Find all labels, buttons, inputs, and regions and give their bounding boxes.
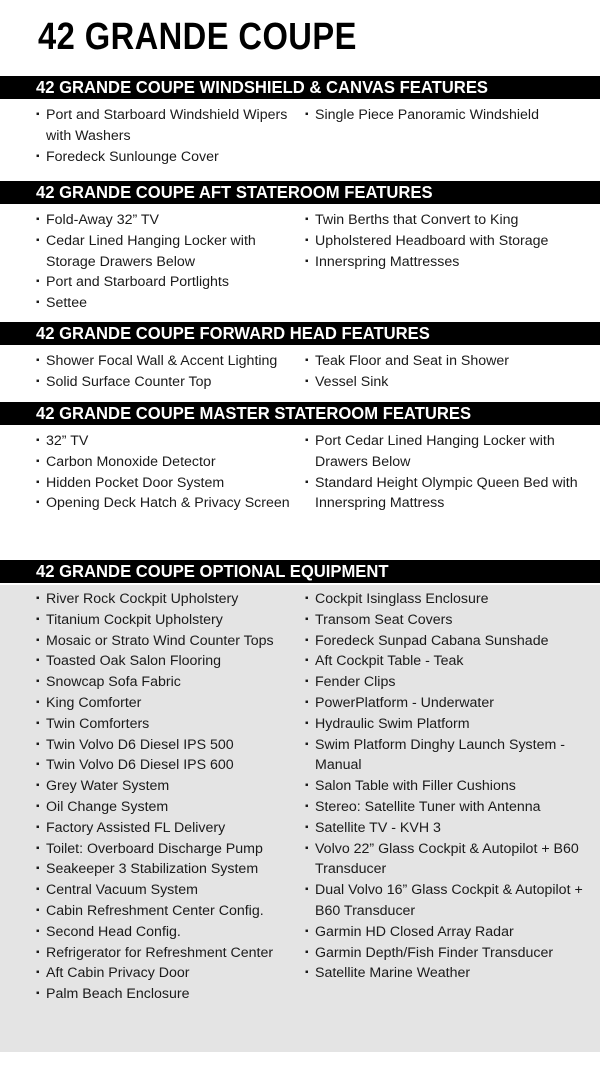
list-item: ▪ Snowcap Sofa Fabric — [36, 674, 181, 691]
list-item: ▪ Aft Cockpit Table - Teak — [305, 653, 464, 670]
list-item: ▪ Twin Volvo D6 Diesel IPS 600 — [36, 757, 234, 774]
list-item: ▪ Refrigerator for Refreshment Center — [36, 944, 274, 961]
list-item: ▪ Fold-Away 32” TV — [36, 212, 160, 228]
list-item: ▪ Settee — [36, 295, 88, 312]
list-item: ▪ Hydraulic Swim Platform — [305, 715, 470, 732]
section-heading-forward-head: 42 GRANDE COUPE FORWARD HEAD FEATURES — [0, 322, 600, 345]
list-item: ▪ Innerspring Mattresses — [305, 253, 460, 270]
list-item: ▪ Swim Platform Dinghy Launch System - Manual — [305, 736, 565, 774]
list-item: ▪ Toasted Oak Salon Flooring — [36, 653, 222, 670]
list-item: ▪ Fender Clips — [305, 674, 396, 691]
list-item: ▪ Teak Floor and Seat in Shower — [305, 353, 510, 369]
list-item: ▪ Hidden Pocket Door System — [36, 474, 225, 491]
list-item: ▪ Salon Table with Filler Cushions — [305, 778, 516, 795]
list-item: ▪ Second Head Config. — [36, 923, 181, 940]
aft-stateroom-right-list — [305, 210, 595, 272]
list-item: ▪ King Comforter — [36, 694, 142, 711]
list-item: ▪ Solid Surface Counter Top — [36, 373, 212, 390]
list-item: ▪ Port and Starboard Windshield Wipers with Washers — [36, 107, 288, 144]
list-item: ▪ Opening Deck Hatch & Privacy Screen — [36, 495, 290, 512]
list-item: ▪ Shower Focal Wall & Accent Lighting — [36, 353, 278, 369]
list-item: ▪ Dual Volvo 16” Glass Cockpit & Autopilot + B60 Transducer — [305, 882, 583, 919]
list-item: ▪ Single Piece Panoramic Windshield — [305, 107, 539, 123]
section-heading-master-stateroom: 42 GRANDE COUPE MASTER STATEROOM FEATURES — [0, 402, 600, 425]
section-heading-aft-stateroom: 42 GRANDE COUPE AFT STATEROOM FEATURES — [0, 181, 600, 204]
list-item: ▪ Transom Seat Covers — [305, 611, 453, 628]
list-item: ▪ Twin Berths that Convert to King — [305, 212, 519, 228]
list-item: ▪ Oil Change System — [36, 798, 169, 815]
list-item: ▪ Satellite TV - KVH 3 — [305, 819, 441, 836]
list-item: ▪ Port and Starboard Portlights — [36, 274, 229, 291]
list-item: ▪ Aft Cabin Privacy Door — [36, 965, 190, 982]
list-item: ▪ River Rock Cockpit Upholstery — [36, 591, 239, 607]
page-title: 42 GRANDE COUPE — [38, 16, 357, 58]
list-item: ▪ Satellite Marine Weather — [305, 965, 471, 982]
master-stateroom-right-list — [305, 431, 595, 514]
list-item: ▪ Vessel Sink — [305, 373, 389, 390]
list-item: ▪ Foredeck Sunpad Cabana Sunshade — [305, 632, 549, 649]
optional-equipment-left-list — [36, 589, 300, 1005]
list-item: ▪ Upholstered Headboard with Storage — [305, 232, 549, 249]
list-item: ▪ Garmin HD Closed Array Radar — [305, 923, 514, 940]
list-item: ▪ Grey Water System — [36, 778, 170, 795]
windshield-canvas-right-list — [305, 105, 595, 126]
list-item: ▪ 32” TV — [36, 433, 89, 449]
list-item: ▪ Foredeck Sunlounge Cover — [36, 148, 219, 165]
section-heading-optional-equipment: 42 GRANDE COUPE OPTIONAL EQUIPMENT — [0, 560, 600, 583]
list-item: ▪ Cedar Lined Hanging Locker with Storage Drawers Below — [36, 232, 256, 270]
list-item: ▪ Garmin Depth/Fish Finder Transducer — [305, 944, 554, 961]
aft-stateroom-left-list — [36, 210, 300, 314]
optional-equipment-right-list — [305, 589, 595, 984]
list-item: ▪ Toilet: Overboard Discharge Pump — [36, 840, 263, 857]
list-item: ▪ Port Cedar Lined Hanging Locker with Drawers Below — [305, 433, 555, 470]
master-stateroom-left-list — [36, 431, 300, 514]
list-item: ▪ Standard Height Olympic Queen Bed with Innerspring Mattress — [305, 474, 578, 512]
forward-head-left-list — [36, 351, 300, 393]
list-item: ▪ Mosaic or Strato Wind Counter Tops — [36, 632, 274, 649]
list-item: ▪ Stereo: Satellite Tuner with Antenna — [305, 798, 541, 815]
list-item: ▪ Seakeeper 3 Stabilization System — [36, 861, 259, 878]
list-item: ▪ PowerPlatform - Underwater — [305, 694, 494, 711]
list-item: ▪ Factory Assisted FL Delivery — [36, 819, 226, 836]
list-item: ▪ Carbon Monoxide Detector — [36, 453, 216, 470]
list-item: ▪ Cabin Refreshment Center Config. — [36, 902, 264, 919]
list-item: ▪ Twin Comforters — [36, 715, 150, 732]
section-heading-windshield-canvas: 42 GRANDE COUPE WINDSHIELD & CANVAS FEATURES — [0, 76, 600, 99]
list-item: ▪ Twin Volvo D6 Diesel IPS 500 — [36, 736, 234, 753]
list-item: ▪ Volvo 22” Glass Cockpit & Autopilot + B60 Transducer — [305, 840, 579, 878]
windshield-canvas-left-list — [36, 105, 300, 167]
list-item: ▪ Central Vacuum System — [36, 882, 198, 899]
list-item: ▪ Palm Beach Enclosure — [36, 986, 190, 1003]
forward-head-right-list — [305, 351, 595, 393]
list-item: ▪ Titanium Cockpit Upholstery — [36, 611, 223, 628]
list-item: ▪ Cockpit Isinglass Enclosure — [305, 591, 489, 607]
